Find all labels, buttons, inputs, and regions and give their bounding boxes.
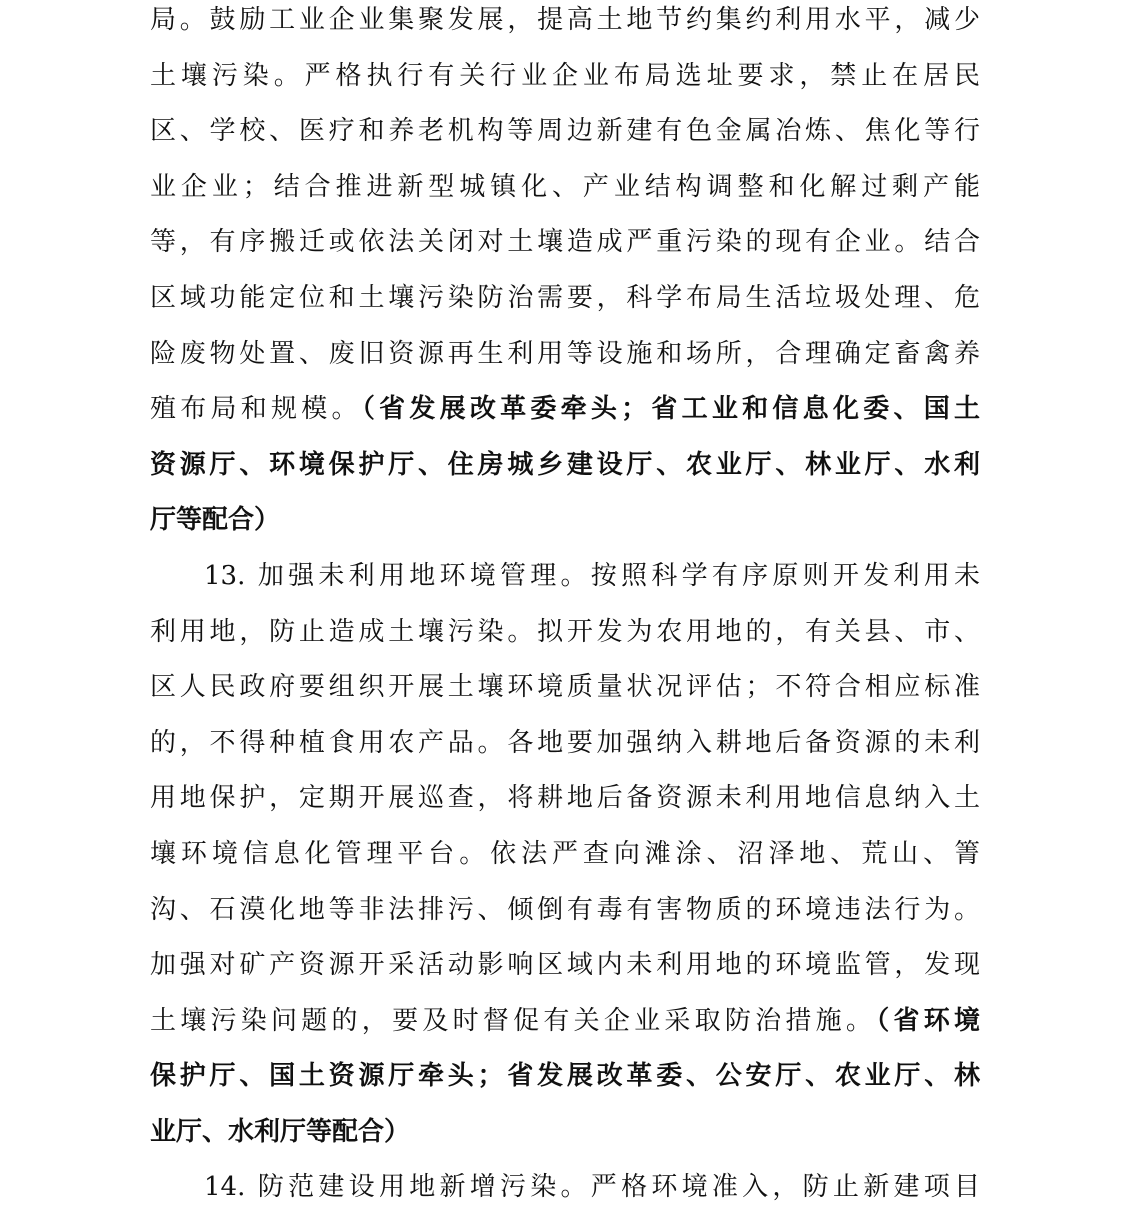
body-text: 区、学校、医疗和养老机构等周边新建有色金属冶炼、焦化等行 [150,116,980,147]
body-text: 沟、石漠化地等非法排污、倾倒有毒有害物质的环境违法行为。 [150,894,980,925]
paragraph-first-line [150,556,980,612]
responsible-departments-text: 资源厅、环境保护厅、住房城乡建设厅、农业厅、林业厅、水利 [150,449,980,480]
body-text: 区域功能定位和土壤污染防治需要，科学布局生活垃圾处理、危 [150,282,980,313]
body-text: 局。鼓励工业企业集聚发展，提高土地节约集约利用水平，减少 [150,5,980,35]
responsible-departments-text: 业厅、水利厅等配合） [150,1116,411,1147]
body-text: 14. 防范建设用地新增污染。严格环境准入，防止新建项目 [204,1172,980,1203]
text-line [150,445,980,501]
body-text: 用地保护，定期开展巡查，将耕地后备资源未利用地信息纳入土 [150,783,980,814]
body-text: 的，不得种植食用农产品。各地要加强纳入耕地后备资源的未利 [150,727,980,758]
text-line [150,56,980,112]
body-text: 殖布局和规模。 [150,394,362,425]
responsible-departments-text: （省环境 [876,1005,980,1036]
responsible-departments-text: 厅等配合） [150,505,281,536]
paragraph-first-line [150,1167,980,1223]
text-line [150,500,980,556]
text-line [150,612,980,668]
text-line [150,667,980,723]
text-line [150,278,980,334]
text-line [150,723,980,779]
text-line [150,334,980,390]
responsible-departments-text: （省发展改革委牵头；省工业和信息化委、国土 [361,394,980,425]
text-line [150,389,980,445]
text-line [150,222,980,278]
text-line [150,834,980,890]
body-text: 加强对矿产资源开采活动影响区域内未利用地的环境监管，发现 [150,950,980,981]
body-text: 土壤污染。严格执行有关行业企业布局选址要求，禁止在居民 [150,60,980,91]
text-line [150,1112,980,1168]
body-text: 区人民政府要组织开展土壤环境质量状况评估；不符合相应标准 [150,672,980,703]
body-text: 13. 加强未利用地环境管理。按照科学有序原则开发利用未 [204,560,980,591]
body-text: 险废物处置、废旧资源再生利用等设施和场所，合理确定畜禽养 [150,338,980,369]
text-line [150,945,980,1001]
text-line [150,1056,980,1112]
body-text: 业企业；结合推进新型城镇化、产业结构调整和化解过剩产能 [150,171,980,202]
text-line [150,778,980,834]
responsible-departments-text: 保护厅、国土资源厅牵头；省发展改革委、公安厅、农业厅、林 [150,1061,980,1092]
body-text: 土壤污染问题的，要及时督促有关企业采取防治措施。 [150,1005,877,1036]
text-line [150,111,980,167]
text-line [150,890,980,946]
text-line [150,0,980,56]
body-text: 壤环境信息化管理平台。依法严查向滩涂、沼泽地、荒山、箐 [150,838,980,869]
document-page [150,0,980,1223]
body-text: 利用地，防止造成土壤污染。拟开发为农用地的，有关县、市、 [150,616,980,647]
text-line [150,167,980,223]
text-line [150,1001,980,1057]
body-text: 等，有序搬迁或依法关闭对土壤造成严重污染的现有企业。结合 [150,227,980,258]
